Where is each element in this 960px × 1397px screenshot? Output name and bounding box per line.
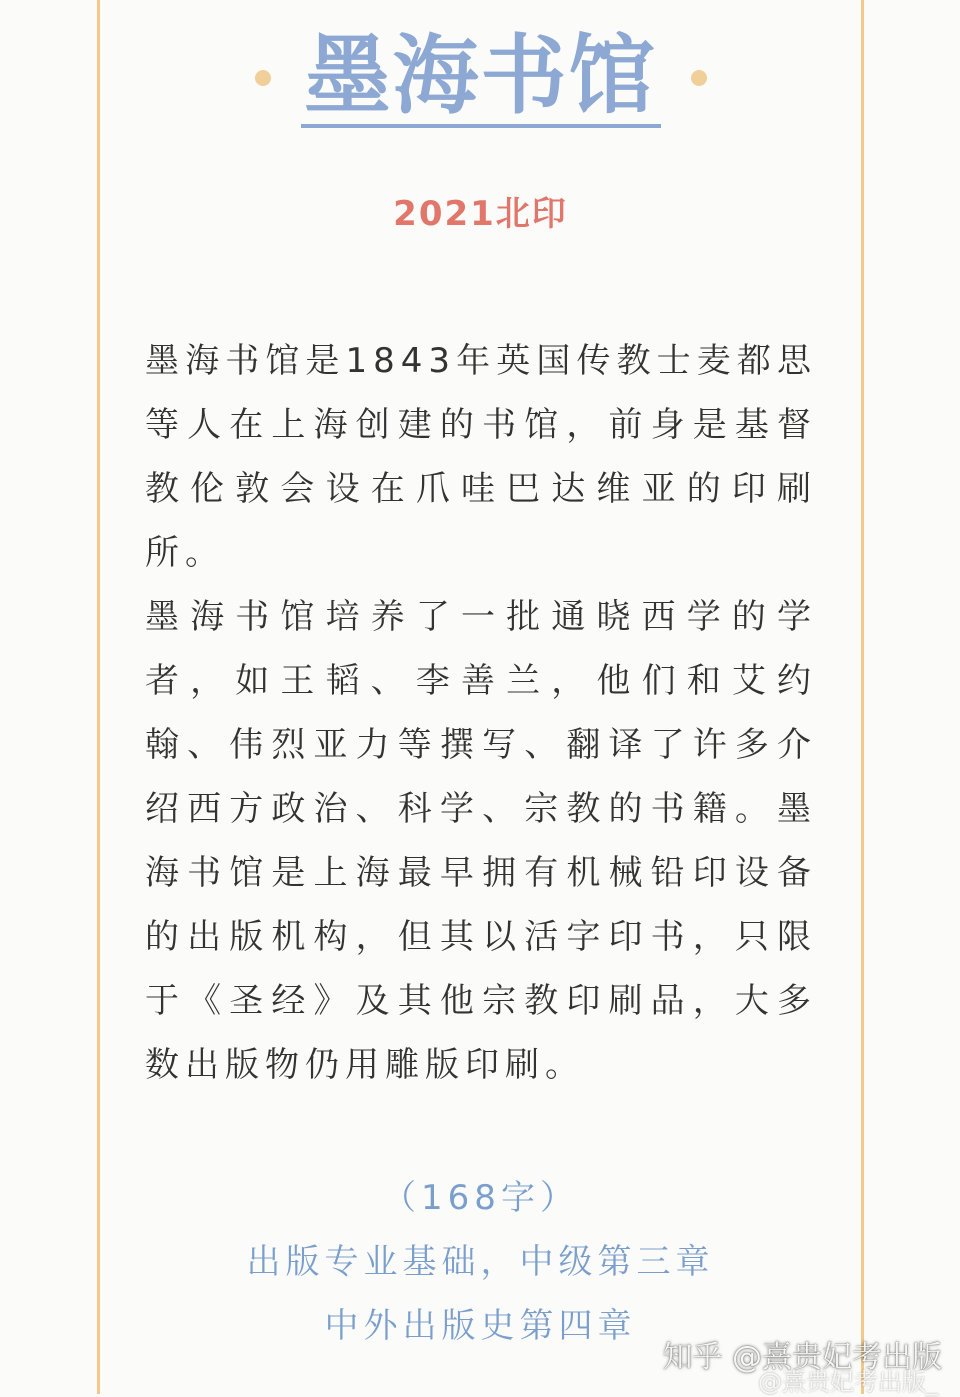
right-border-line	[861, 0, 864, 1394]
watermark-secondary: @熹贵妃考出版_	[758, 1368, 938, 1396]
char-count-note: （168字）	[382, 1178, 579, 1218]
watermark-primary: 知乎 @熹贵妃考出版	[662, 1340, 942, 1375]
right-decor-dot-icon	[691, 70, 707, 86]
paragraph-2: 墨海书馆培养了一批通晓西学的学者，如王韬、李善兰，他们和艾约翰、伟烈亚力等撰写、翻译了许多介绍西方政治、科学、宗教的书籍。墨海书馆是上海最早拥有机械铅印设备的出版机构，但其以活字印书，只限于《圣经》及其他宗教印刷品，大多数出版物仍用雕版印刷。	[145, 597, 817, 1085]
page-subtitle: 2021北印	[393, 194, 568, 234]
paragraph-1: 墨海书馆是1843年英国传教士麦都思等人在上海创建的书馆，前身是基督教伦敦会设在爪哇巴达维亚的印刷所。	[145, 341, 817, 573]
article-body	[145, 329, 817, 1097]
title-row	[100, 28, 861, 128]
source-line-2: 中外出版史第四章	[324, 1306, 637, 1346]
source-line-1: 出版专业基础，中级第三章	[246, 1242, 715, 1282]
left-decor-dot-icon	[255, 70, 271, 86]
page-title: 墨海书馆	[301, 28, 661, 128]
